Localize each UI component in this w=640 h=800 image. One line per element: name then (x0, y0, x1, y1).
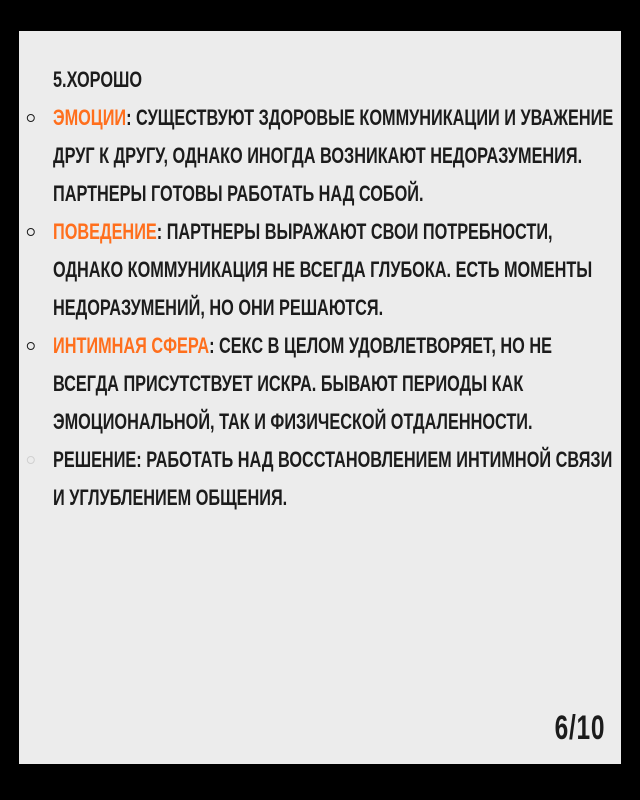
section-heading: 5.ХОРОШО (53, 67, 143, 92)
item-key-emotions: ЭМОЦИИ (53, 105, 127, 130)
item-text-intimacy: : СЕКС В ЦЕЛОМ УДОВЛЕТВОРЯЕТ, НО НЕ ВСЕГДА ПРИСУТСТВУЕТ ИСКРА. БЫВАЮТ ПЕРИОДЫ КАК ЭМОЦИОНАЛЬНОЙ, ТАК И ФИЗИЧЕСКОЙ ОТДАЛЕННОСТИ. (53, 333, 552, 434)
page-number: 6/10 (554, 709, 605, 747)
solution-text: РЕШЕНИЕ: РАБОТАТЬ НАД ВОССТАНОВЛЕНИЕМ ИНТИМНОЙ СВЯЗИ И УГЛУБЛЕНИЕМ ОБЩЕНИЯ. (53, 447, 613, 510)
bullet-icon (27, 456, 35, 464)
bullet-icon (27, 228, 35, 236)
slide-content (53, 61, 615, 517)
solution-item (53, 441, 615, 517)
list-item-emotions (53, 99, 615, 213)
item-key-behavior: ПОВЕДЕНИЕ (53, 219, 157, 244)
item-key-intimacy: ИНТИМНАЯ СФЕРА (53, 333, 210, 358)
item-text-behavior: : ПАРТНЕРЫ ВЫРАЖАЮТ СВОИ ПОТРЕБНОСТИ, ОДНАКО КОММУНИКАЦИЯ НЕ ВСЕГДА ГЛУБОКА. ЕСТЬ МОМЕНТЫ НЕДОРАЗУМЕНИЙ, НО ОНИ РЕШАЮТСЯ. (53, 219, 593, 320)
slide-card (19, 31, 621, 764)
bullet-icon (27, 342, 35, 350)
item-text-emotions: : СУЩЕСТВУЮТ ЗДОРОВЫЕ КОММУНИКАЦИИ И УВАЖЕНИЕ ДРУГ К ДРУГУ, ОДНАКО ИНОГДА ВОЗНИКАЮТ НЕДОРАЗУМЕНИЯ. ПАРТНЕРЫ ГОТОВЫ РАБОТАТЬ НАД СОБОЙ. (53, 105, 614, 206)
bullet-icon (27, 114, 35, 122)
list-item-behavior (53, 213, 615, 327)
list-item-intimacy (53, 327, 615, 441)
